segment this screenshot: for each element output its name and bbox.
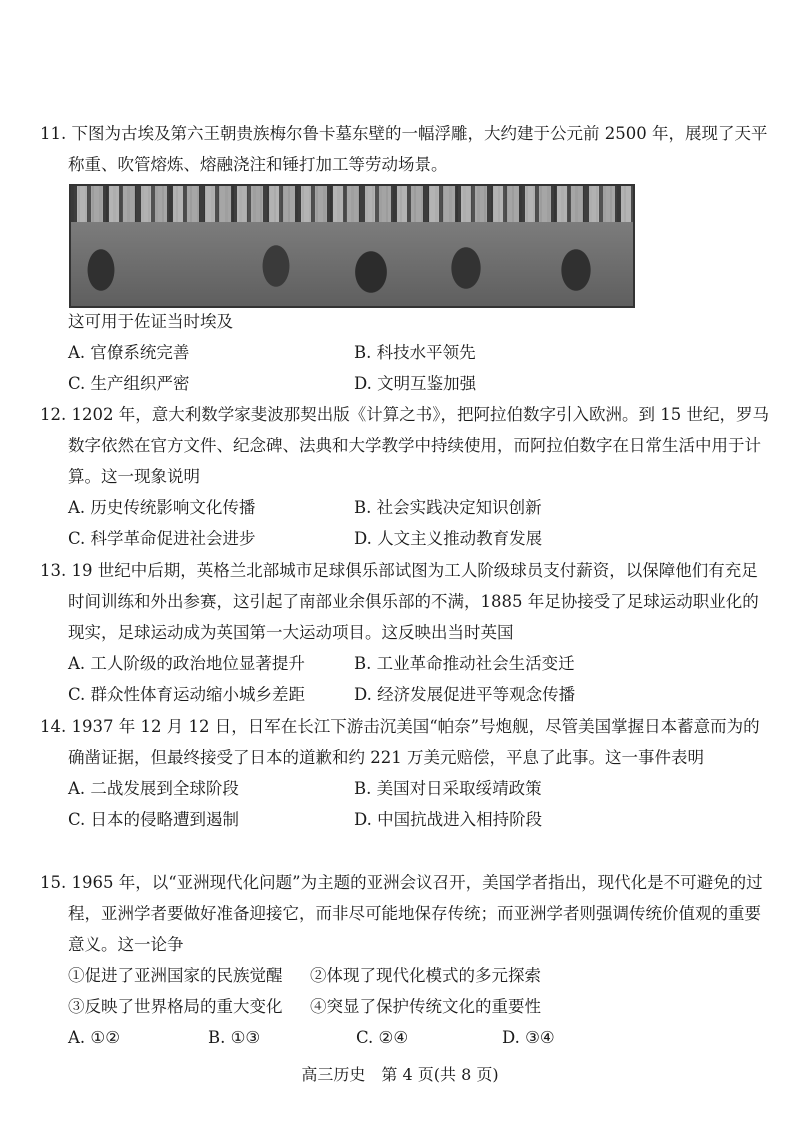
page-footer: 高三历史 第 4 页(共 8 页) — [301, 1065, 499, 1084]
question-11-lead: 这可用于佐证当时埃及 — [68, 312, 233, 331]
option-b: B. ①③ — [208, 1028, 261, 1047]
statement-row — [40, 960, 770, 991]
options-row — [40, 804, 770, 835]
option-d: D. 中国抗战进入相持阶段 — [354, 810, 543, 829]
option-a: A. 官僚系统完善 — [68, 343, 190, 362]
option-c: C. 日本的侵略遭到遏制 — [68, 810, 240, 829]
option-a: A. 二战发展到全球阶段 — [68, 779, 239, 798]
question-11-stem: 11. 下图为古埃及第六王朝贵族梅尔鲁卡墓东壁的一幅浮雕，大约建于公元前 2500 年，展现了天平称重、吹管熔炼、熔融浇注和锤打加工等劳动场景。 — [40, 124, 768, 174]
egyptian-relief-image — [69, 184, 635, 308]
option-a: A. ①② — [68, 1028, 120, 1047]
options-row — [40, 337, 770, 368]
options-row — [40, 492, 770, 523]
option-d: D. 经济发展促进平等观念传播 — [354, 685, 576, 704]
question-13-stem: 13. 19 世纪中后期，英格兰北部城市足球俱乐部试图为工人阶级球员支付薪资，以保障他们有充足时间训练和外出参赛，这引起了南部业余俱乐部的不满，1885 年足协接受了足球运动职业化的现实，足球运动成为英国第一大运动项目。这反映出当时英国 — [40, 561, 759, 642]
relief-labor-scene — [71, 222, 633, 306]
option-c: C. 群众性体育运动缩小城乡差距 — [68, 685, 306, 704]
relief-hieroglyph-band — [71, 186, 633, 222]
question-11 — [40, 118, 770, 180]
question-15 — [40, 867, 770, 1053]
options-row — [40, 368, 770, 399]
statement-row — [40, 991, 770, 1022]
option-d: D. ③④ — [502, 1028, 555, 1047]
question-13 — [40, 555, 770, 710]
option-b: B. 工业革命推动社会生活变迁 — [354, 654, 575, 673]
statement-2: ②体现了现代化模式的多元探索 — [310, 966, 541, 985]
option-a: A. 历史传统影响文化传播 — [68, 498, 256, 517]
option-d: D. 文明互鉴加强 — [354, 374, 477, 393]
options-row — [40, 679, 770, 710]
option-d: D. 人文主义推动教育发展 — [354, 529, 543, 548]
option-c: C. ②④ — [356, 1028, 409, 1047]
option-c: C. 生产组织严密 — [68, 374, 190, 393]
statement-3: ③反映了世界格局的重大变化 — [68, 997, 283, 1016]
question-14-stem: 14. 1937 年 12 月 12 日，日军在长江下游击沉美国“帕奈”号炮舰，尽管美国掌握日本蓄意而为的确凿证据，但最终接受了日本的道歉和约 221 万美元赔偿，平息了此事。这一事件表明 — [40, 717, 760, 767]
question-11-body — [40, 306, 770, 399]
statement-4: ④突显了保护传统文化的重要性 — [310, 997, 541, 1016]
options-row — [40, 523, 770, 554]
option-b: B. 美国对日采取绥靖政策 — [354, 779, 542, 798]
question-12-stem: 12. 1202 年，意大利数学家斐波那契出版《计算之书》，把阿拉伯数字引入欧洲。到 15 世纪，罗马数字依然在官方文件、纪念碑、法典和大学教学中持续使用，而阿拉伯数字在日常生活中用于计算。这一现象说明 — [40, 405, 769, 486]
question-15-stem: 15. 1965 年，以“亚洲现代化问题”为主题的亚洲会议召开，美国学者指出，现代化是不可避免的过程，亚洲学者要做好准备迎接它，而非尽可能地保存传统；而亚洲学者则强调传统价值观的重要意义。这一论争 — [40, 873, 763, 954]
option-a: A. 工人阶级的政治地位显著提升 — [68, 654, 305, 673]
options-row — [40, 1022, 770, 1053]
options-row — [40, 648, 770, 679]
option-b: B. 社会实践决定知识创新 — [354, 498, 542, 517]
statement-1: ①促进了亚洲国家的民族觉醒 — [68, 966, 283, 985]
options-row — [40, 773, 770, 804]
option-b: B. 科技水平领先 — [354, 343, 476, 362]
option-c: C. 科学革命促进社会进步 — [68, 529, 256, 548]
question-12 — [40, 399, 770, 554]
question-14 — [40, 711, 770, 835]
